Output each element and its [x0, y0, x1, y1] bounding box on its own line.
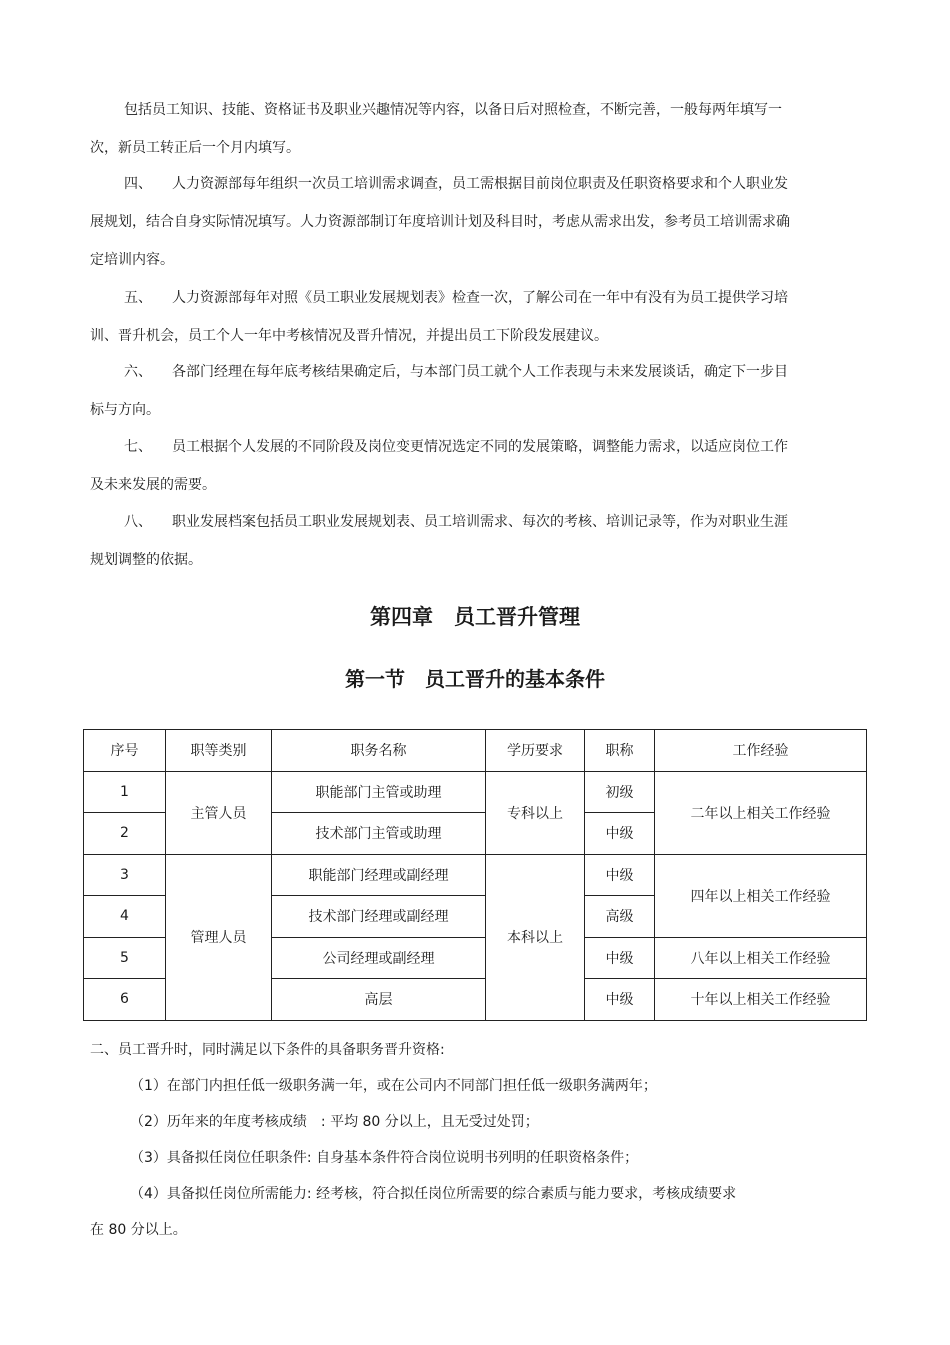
condition-item: （3）具备拟任岗位任职条件: 自身基本条件符合岗位说明书列明的任职资格条件；	[130, 1150, 639, 1166]
header-experience: 工作经验	[655, 730, 867, 772]
header-title: 职称	[585, 730, 655, 772]
cell-no: 1	[84, 771, 166, 813]
cell-no: 4	[84, 896, 166, 938]
paragraph-7	[90, 428, 790, 504]
paragraph-text: 员工根据个人发展的不同阶段及岗位变更情况选定不同的发展策略，调整能力需求，以适应岗位工作及未来发展的需要。	[90, 439, 788, 493]
paragraph-number: 八、	[124, 514, 152, 530]
cell-no: 3	[84, 854, 166, 896]
cell-education: 本科以上	[486, 854, 585, 1020]
header-position: 职务名称	[272, 730, 486, 772]
paragraph-number: 六、	[124, 364, 152, 380]
paragraph-6	[90, 353, 790, 429]
cell-no: 6	[84, 979, 166, 1021]
cell-title: 中级	[585, 854, 655, 896]
cell-position: 职能部门经理或副经理	[272, 854, 486, 896]
paragraph-number: 七、	[124, 439, 152, 455]
paragraph-text: 包括员工知识、技能、资格证书及职业兴趣情况等内容，以备日后对照检查，不断完善，一般每两年填写一次，新员工转正后一个月内填写。	[90, 102, 782, 156]
cell-title: 中级	[585, 937, 655, 979]
promotion-conditions	[90, 1032, 790, 1248]
table-header-row	[84, 730, 867, 772]
paragraph-text: 人力资源部每年对照《员工职业发展规划表》检查一次，了解公司在一年中有没有为员工提供学习培训、晋升机会，员工个人一年中考核情况及晋升情况，并提出员工下阶段发展建议。	[90, 290, 788, 344]
condition-item-continuation: 在 80 分以上。	[90, 1222, 187, 1238]
cell-experience: 八年以上相关工作经验	[655, 937, 867, 979]
cell-position: 职能部门主管或助理	[272, 771, 486, 813]
cell-title: 高级	[585, 896, 655, 938]
cell-education: 专科以上	[486, 771, 585, 854]
paragraph-number: 五、	[124, 290, 152, 306]
table-row	[84, 771, 867, 813]
paragraph-text: 职业发展档案包括员工职业发展规划表、员工培训需求、每次的考核、培训记录等，作为对职业生涯规划调整的依据。	[90, 514, 788, 568]
cell-category: 管理人员	[166, 854, 272, 1020]
section-title: 第一节 员工晋升的基本条件	[345, 667, 605, 691]
cell-position: 高层	[272, 979, 486, 1021]
condition-item: （1）在部门内担任低一级职务满一年，或在公司内不同部门担任低一级职务满两年；	[130, 1078, 657, 1094]
cell-experience: 二年以上相关工作经验	[655, 771, 867, 854]
header-education: 学历要求	[486, 730, 585, 772]
paragraph-5	[90, 279, 790, 355]
paragraph-4	[90, 165, 790, 279]
condition-item: （4）具备拟任岗位所需能力: 经考核，符合拟任岗位所需要的综合素质与能力要求，考核成绩要求	[130, 1186, 737, 1202]
cell-title: 中级	[585, 813, 655, 855]
paragraph-text: 人力资源部每年组织一次员工培训需求调查，员工需根据目前岗位职责及任职资格要求和个人职业发展规划，结合自身实际情况填写。人力资源部制订年度培训计划及科目时，考虑从需求出发，参考员工培训需求确定培训内容。	[90, 176, 790, 268]
cell-experience: 十年以上相关工作经验	[655, 979, 867, 1021]
paragraph-8	[90, 503, 790, 579]
paragraph-3-continuation	[90, 91, 790, 167]
promotion-requirements-table	[83, 729, 867, 1021]
cell-position: 技术部门主管或助理	[272, 813, 486, 855]
cell-title: 中级	[585, 979, 655, 1021]
conditions-intro: 二、员工晋升时，同时满足以下条件的具备职务晋升资格:	[90, 1042, 445, 1058]
chapter-title: 第四章 员工晋升管理	[370, 604, 580, 629]
paragraph-text: 各部门经理在每年底考核结果确定后，与本部门员工就个人工作表现与未来发展谈话，确定下一步目标与方向。	[90, 364, 788, 418]
header-no: 序号	[84, 730, 166, 772]
cell-category: 主管人员	[166, 771, 272, 854]
paragraph-number: 四、	[124, 176, 152, 192]
cell-position: 公司经理或副经理	[272, 937, 486, 979]
cell-no: 2	[84, 813, 166, 855]
cell-experience: 四年以上相关工作经验	[655, 854, 867, 937]
cell-title: 初级	[585, 771, 655, 813]
table-row	[84, 854, 867, 896]
cell-no: 5	[84, 937, 166, 979]
condition-item: （2）历年来的年度考核成绩 : 平均 80 分以上，且无受过处罚；	[130, 1114, 539, 1130]
cell-position: 技术部门经理或副经理	[272, 896, 486, 938]
header-category: 职等类别	[166, 730, 272, 772]
